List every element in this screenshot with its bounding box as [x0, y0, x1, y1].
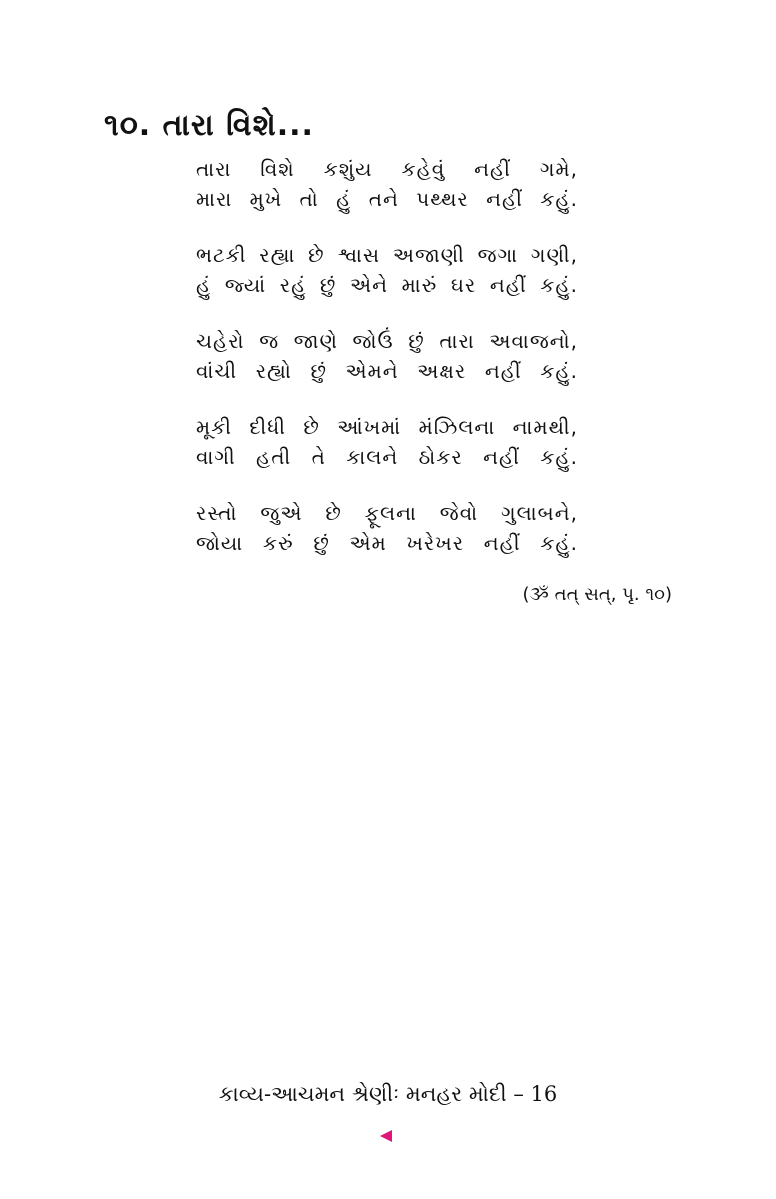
poem-line: વાગી હતી તે કાલને ઠોકર નહીં કહું.	[196, 445, 578, 469]
poem-line: વાંચી રહ્યો છું એમને અક્ષર નહીં કહું.	[196, 359, 578, 383]
stanza	[196, 326, 578, 386]
page-footer: કાવ્ય-આચમન શ્રેણીઃ મનહર મોદી – 16	[218, 1082, 558, 1106]
poem-line: જોયા કરું છું એમ ખરેખર નહીં કહું.	[196, 531, 578, 555]
poem-line: હું જ્યાં રહું છું એને મારું ઘર નહીં કહું.	[196, 273, 578, 297]
poem-line: ભટકી રહ્યા છે શ્વાસ અજાણી જગા ગણી,	[196, 243, 578, 267]
poem-line: મારા મુખે તો હું તને પથ્થર નહીં કહું.	[196, 187, 578, 211]
stanza	[196, 412, 578, 472]
poem-line: ચહેરો જ જાણે જોઉં છું તારા અવાજનો,	[196, 329, 578, 353]
stanza	[196, 154, 578, 214]
previous-page-arrow-icon[interactable]	[380, 1130, 392, 1142]
source-citation: (ૐ તત્ સત્, પૃ. ૧૦)	[522, 584, 672, 605]
stanza	[196, 240, 578, 300]
poem-body	[196, 154, 578, 584]
poem-line: તારા વિશે કશુંય કહેવું નહીં ગમે,	[196, 157, 578, 181]
poem-title: ૧૦. તારા વિશે...	[104, 108, 314, 143]
poem-line: મૂકી દીધી છે આંખમાં મંઝિલના નામથી,	[196, 415, 578, 439]
stanza	[196, 498, 578, 558]
poem-line: રસ્તો જુએ છે ફૂલના જેવો ગુલાબને,	[196, 501, 578, 525]
